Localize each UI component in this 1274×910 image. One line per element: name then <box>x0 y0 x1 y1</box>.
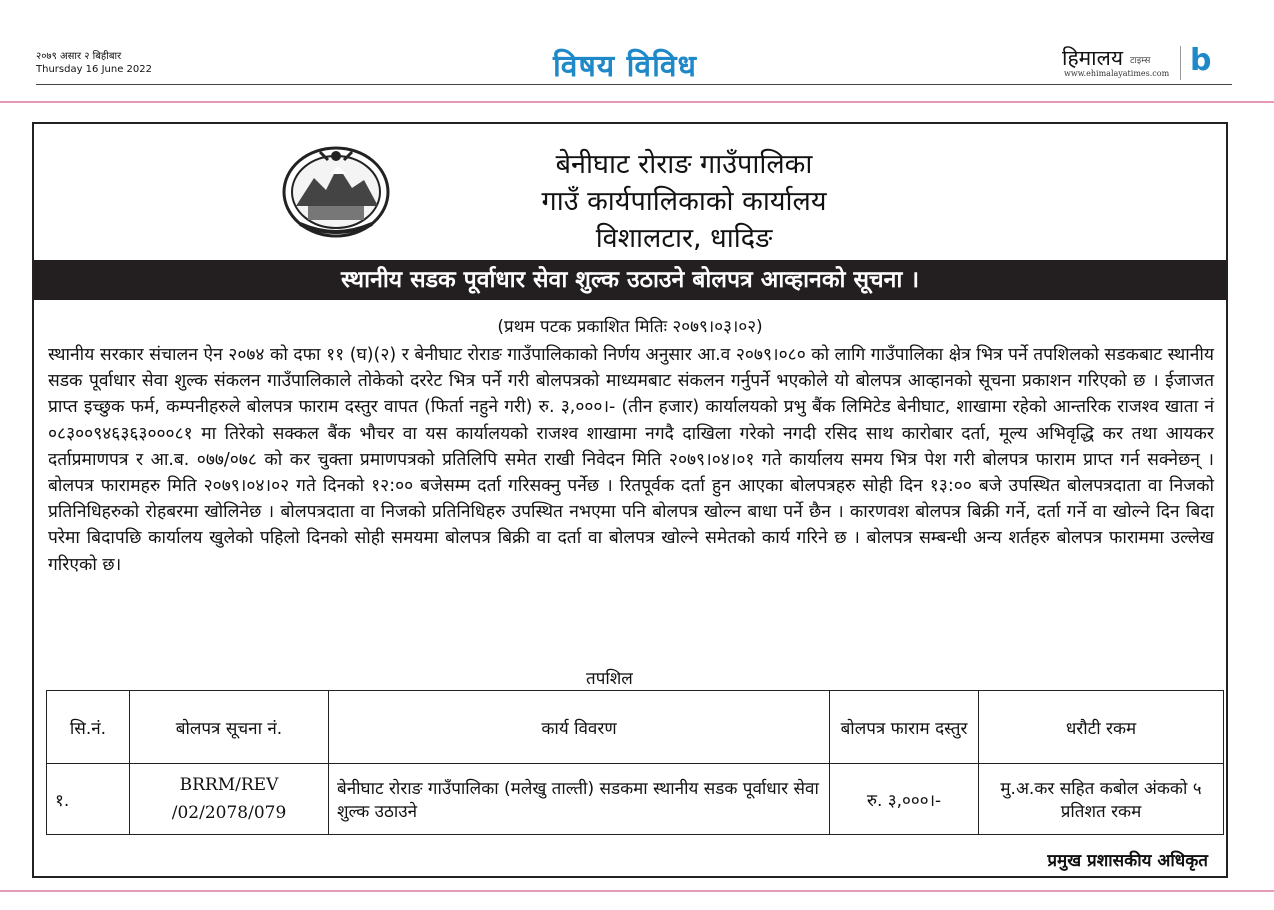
table-header-row <box>47 691 1224 764</box>
organization-heading <box>334 146 1034 257</box>
logo-name: हिमालय <box>1062 46 1124 70</box>
table-caption: तपशिल <box>586 669 633 689</box>
col-serial: सि.नं. <box>47 691 130 764</box>
col-work-description: कार्य विवरण <box>329 691 830 764</box>
logo-divider <box>1180 46 1181 80</box>
notice-body: स्थानीय सरकार संचालन ऐन २०७४ को दफा ११ (घ)(२) र बेनीघाट रोराङ गाउँपालिकाको निर्णय अनुसार आ.व २०७९।०८० को लागि गाउँपालिका क्षेत्र भित्र पर्ने तपशिलको सडकबाट स्थानीय सडक पूर्वाधार सेवा शुल्क संकलन गाउँपालिकाले तोकेको दररेट भित्र पर्ने गरी बोलपत्रको माध्यमबाट संकलन गर्नुपर्ने भएकोले यो बोलपत्र आव्हानको सूचना प्रकाशन गरिएको छ । ईजाजत प्राप्त इच्छुक फर्म, कम्पनीहरुले बोलपत्र फाराम दस्तुर वापत (फिर्ता नहुने गरी) रु. ३,०००।- (तीन हजार) कार्यालयको प्रभु बैंक लिमिटेड बेनीघाट, शाखामा रहेको आन्तरिक राजश्व खाता नं ०८३००९४६३६३०००८१ मा तिरेको सक्कल बैंक भौचर वा यस कार्यालयको राजश्व शाखामा नगदै दाखिला गरेको नगदी रसिद साथ कारोबार दर्ता, मूल्य अभिवृद्धि कर तथा आयकर दर्ताप्रमाणपत्र र आ.ब. ०७७/०७८ को कर चुक्ता प्रमाणपत्रको प्रतिलिपि समेत राखी निवेदन मिति २०७९।०४।०१ गते कार्यालय समय भित्र पेश गरी बोलपत्र फाराम प्राप्त गर्न सक्नेछन् । बोलपत्र फारामहरु मिति २०७९।०४।०२ गते दिनको १२:०० बजेसम्म दर्ता गरिसक्नु पर्नेछ । रितपूर्वक दर्ता हुन आएका बोलपत्रहरु सोही दिन १३:०० बजे उपस्थित बोलपत्रदाता वा निजको प्रतिनिधिहरुको रोहबरमा खोलिनेछ । बोलपत्रदाता वा निजको प्रतिनिधिहरु उपस्थित नभएमा पनि बोलपत्र खोल्न बाधा पर्ने छैन । कारणवश बोलपत्र बिक्री गर्ने, दर्ता गर्ने वा खोल्ने दिन बिदा परेमा बिदापछि कार्यालय खुलेको पहिलो दिनको सोही समयमा बोलपत्र बिक्री वा दर्ता वा बोलपत्र खोल्ने समेतको कार्य गरिने छ । बोलपत्र सम्बन्धी अन्य शर्तहरु बोलपत्र फाराममा उल्लेख गरिएको छ। <box>48 345 1215 575</box>
bottom-divider <box>0 890 1274 892</box>
col-deposit: धरौटी रकम <box>979 691 1224 764</box>
publication-date: (प्रथम पटक प्रकाशित मितिः २०७९।०३।०२) <box>497 317 763 337</box>
header-rule <box>36 84 1232 85</box>
newspaper-logo <box>1062 44 1232 84</box>
logo-mark-icon: b <box>1190 43 1212 78</box>
section-title: विषय विविध <box>553 49 697 84</box>
tender-notice <box>32 122 1228 878</box>
table-row <box>47 764 1224 835</box>
cell-work-description: बेनीघाट रोराङ गाउँपालिका (मलेखु ताल्ती) सडकमा स्थानीय सडक पूर्वाधार सेवा शुल्क उठाउने <box>329 764 830 835</box>
cell-deposit: मु.अ.कर सहित कबोल अंकको ५ प्रतिशत रकम <box>979 764 1224 835</box>
top-divider <box>0 101 1274 103</box>
cell-serial: १. <box>47 764 130 835</box>
col-form-fee: बोलपत्र फाराम दस्तुर <box>830 691 979 764</box>
logo-url: www.ehimalayatimes.com <box>1064 69 1170 78</box>
signatory-title: प्रमुख प्रशासकीय अधिकृत <box>1047 851 1208 871</box>
date-nepali: २०७९ असार २ बिहीबार <box>36 51 122 62</box>
office-name: गाउँ कार्यपालिकाको कार्यालय <box>541 186 827 217</box>
date-english: Thursday 16 June 2022 <box>36 64 152 75</box>
notice-title-banner: स्थानीय सडक पूर्वाधार सेवा शुल्क उठाउने बोलपत्र आव्हानको सूचना । <box>34 260 1226 300</box>
cell-form-fee: रु. ३,०००।- <box>830 764 979 835</box>
cell-notice-number: BRRM/REV /02/2078/079 <box>130 764 329 835</box>
organization-name: बेनीघाट रोराङ गाउँपालिका <box>555 149 813 180</box>
office-location: विशालटार, धादिङ <box>595 223 773 254</box>
col-notice-number: बोलपत्र सूचना नं. <box>130 691 329 764</box>
logo-sub: टाइम्स <box>1130 56 1151 66</box>
tender-details-table <box>46 690 1224 835</box>
